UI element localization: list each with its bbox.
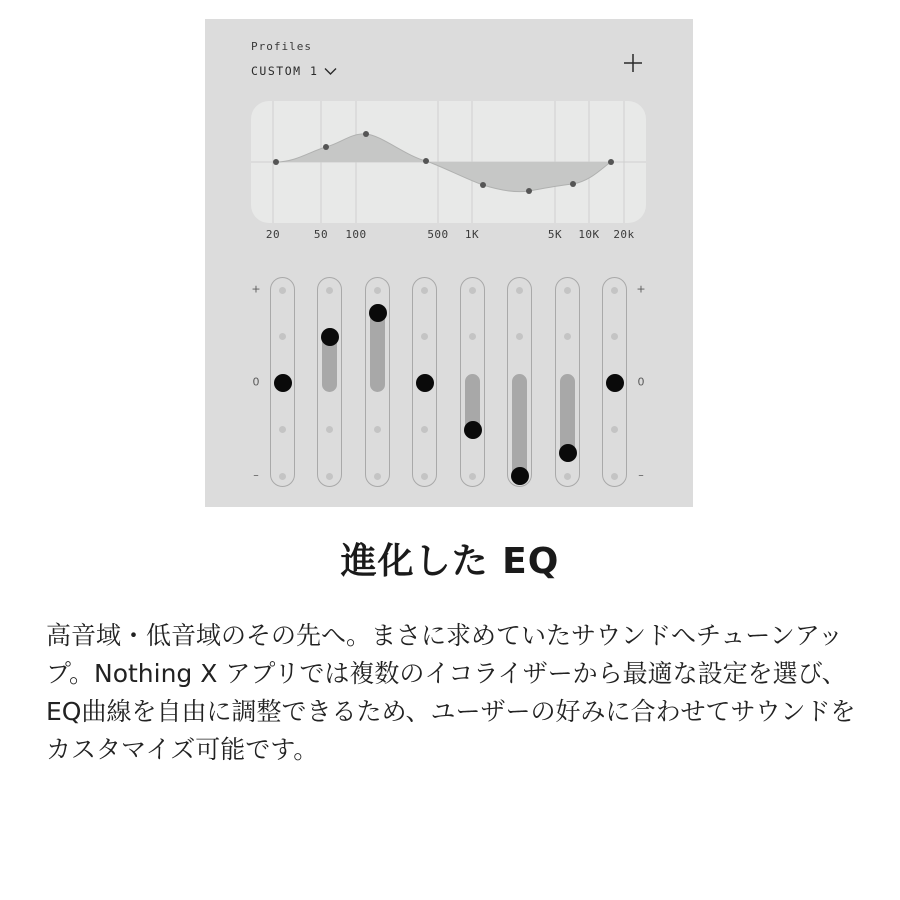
slider-step-dot (326, 473, 333, 480)
slider-step-dot (469, 287, 476, 294)
minus-label-right: – (638, 468, 644, 482)
eq-curve-point (526, 188, 532, 194)
add-profile-button[interactable] (619, 49, 647, 77)
plus-icon (619, 62, 647, 81)
slider-step-dot (279, 426, 286, 433)
slider-step-dot (516, 333, 523, 340)
freq-label: 5K (547, 228, 563, 241)
eq-band-slider[interactable] (602, 277, 627, 487)
slider-step-dot (611, 426, 618, 433)
slider-step-dot (279, 333, 286, 340)
eq-curve-point (480, 182, 486, 188)
slider-step-dot (279, 473, 286, 480)
eq-curve-point (273, 159, 279, 165)
eq-band-slider[interactable] (270, 277, 295, 487)
freq-label: 10K (578, 228, 600, 241)
profile-dropdown[interactable] (251, 61, 337, 80)
eq-band-slider[interactable] (365, 277, 390, 487)
eq-curve-point (570, 181, 576, 187)
eq-panel (205, 19, 693, 507)
freq-label: 20 (265, 228, 281, 241)
slider-thumb[interactable] (321, 328, 339, 346)
freq-label: 1K (464, 228, 480, 241)
slider-step-dot (279, 287, 286, 294)
eq-curve-point (363, 131, 369, 137)
slider-step-dot (374, 287, 381, 294)
eq-band-slider[interactable] (555, 277, 580, 487)
eq-curve-point (423, 158, 429, 164)
freq-label: 500 (427, 228, 449, 241)
slider-thumb[interactable] (511, 467, 529, 485)
profiles-label: Profiles (251, 40, 312, 53)
slider-thumb[interactable] (274, 374, 292, 392)
eq-curve-graph[interactable] (251, 101, 646, 223)
slider-step-dot (374, 473, 381, 480)
chevron-down-icon (324, 61, 337, 80)
freq-label: 100 (345, 228, 367, 241)
plus-label-left: + (251, 282, 261, 296)
slider-thumb[interactable] (464, 421, 482, 439)
slider-step-dot (516, 287, 523, 294)
slider-step-dot (564, 333, 571, 340)
slider-thumb[interactable] (369, 304, 387, 322)
slider-step-dot (564, 473, 571, 480)
freq-label: 50 (313, 228, 329, 241)
slider-step-dot (611, 473, 618, 480)
eq-curve-point (323, 144, 329, 150)
slider-step-dot (421, 473, 428, 480)
slider-step-dot (469, 473, 476, 480)
eq-curve-point (608, 159, 614, 165)
zero-label-right: 0 (637, 375, 645, 389)
slider-thumb[interactable] (559, 444, 577, 462)
eq-band-slider[interactable] (460, 277, 485, 487)
plus-label-right: + (636, 282, 646, 296)
slider-step-dot (564, 287, 571, 294)
description: 高音域・低音域のその先へ。まさに求めていたサウンドへチューンアップ。Nothing X アプリでは複数のイコライザーから最適な設定を選び、EQ曲線を自由に調整できるため、ユーザーの好みに合わせてサウンドをカスタマイズ可能です。 (46, 621, 856, 764)
zero-label-left: 0 (252, 375, 260, 389)
slider-thumb[interactable] (416, 374, 434, 392)
eq-curve-svg (251, 101, 646, 223)
headline: 進化した EQ (340, 541, 560, 582)
eq-band-slider[interactable] (412, 277, 437, 487)
profile-selected-value: CUSTOM 1 (251, 63, 319, 78)
slider-step-dot (326, 426, 333, 433)
slider-step-dot (421, 426, 428, 433)
slider-step-dot (421, 333, 428, 340)
eq-band-slider[interactable] (317, 277, 342, 487)
slider-step-dot (421, 287, 428, 294)
eq-band-slider[interactable] (507, 277, 532, 487)
slider-step-dot (611, 333, 618, 340)
slider-thumb[interactable] (606, 374, 624, 392)
freq-label: 20k (613, 228, 635, 241)
slider-step-dot (374, 426, 381, 433)
slider-step-dot (326, 287, 333, 294)
minus-label-left: – (253, 468, 259, 482)
slider-step-dot (469, 333, 476, 340)
slider-step-dot (611, 287, 618, 294)
eq-curve-fill (276, 134, 611, 192)
